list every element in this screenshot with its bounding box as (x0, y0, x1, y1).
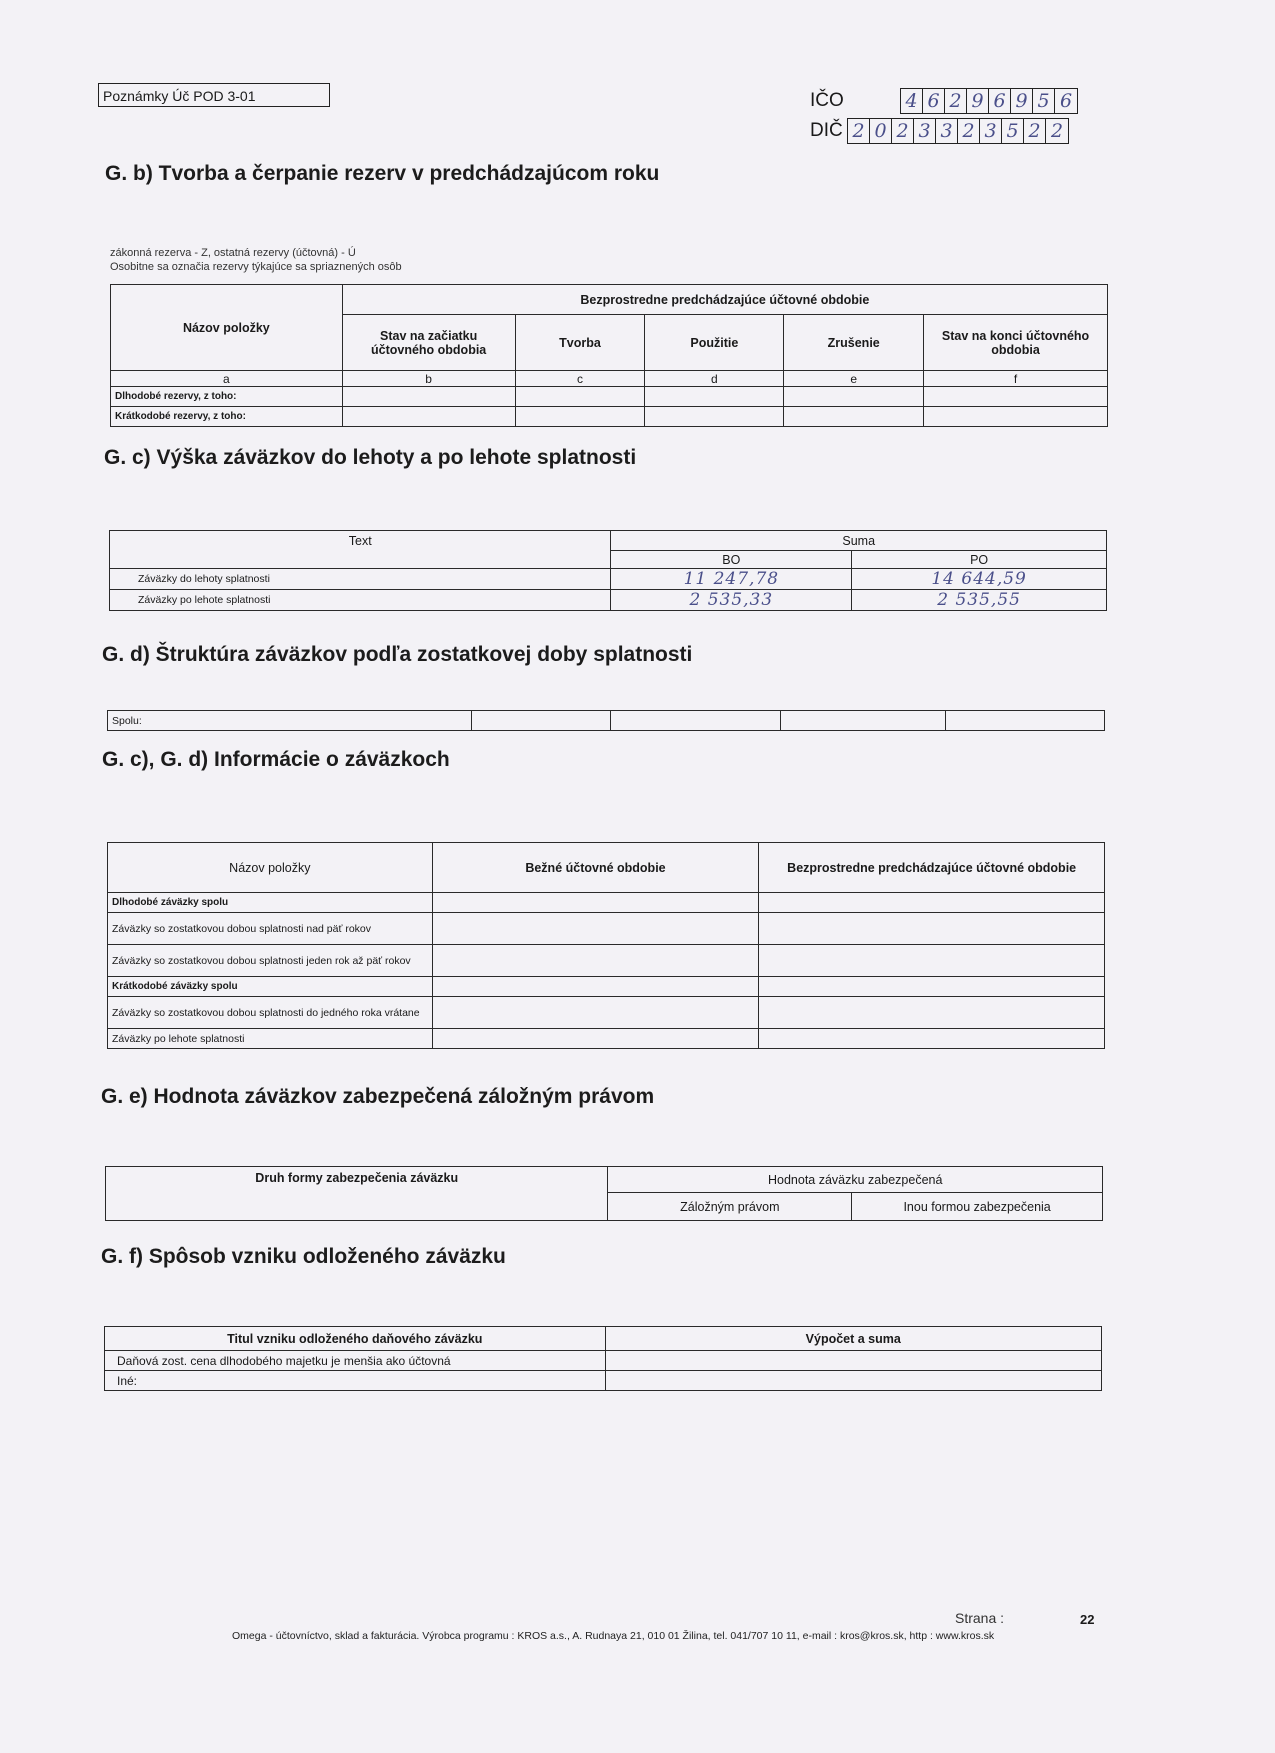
gcd-cell (432, 913, 759, 945)
gcd-cell (759, 997, 1105, 1029)
gf-cell (605, 1351, 1102, 1371)
dic-digit: 2 (892, 119, 914, 143)
ico-digit: 6 (923, 89, 945, 113)
ge-col-pledge: Záložným právom (608, 1193, 852, 1221)
section-gf-title: G. f) Spôsob vzniku odloženého záväzku (101, 1245, 506, 1268)
reserves-table (110, 284, 1108, 427)
gf-col-calc: Výpočet a suma (605, 1327, 1102, 1351)
gd-cell (611, 711, 781, 731)
gcd-col-name: Názov položky (108, 843, 433, 893)
gcd-row-label: Dlhodobé záväzky spolu (108, 893, 433, 913)
gc-po-value: 14 644,59 (852, 569, 1107, 590)
ge-col-value: Hodnota záväzku zabezpečená (608, 1167, 1103, 1193)
ico-boxes (900, 88, 1078, 114)
ico-digit: 6 (1059, 90, 1073, 112)
ico-label: IČO (810, 90, 844, 111)
ge-col-other: Inou formou zabezpečenia (852, 1193, 1103, 1221)
footer-software: Omega - účtovníctvo, sklad a fakturácia. Výrobca programu : KROS a.s., A. Rudnaya 21, 010 01 Žilina, tel. 041/707 10 11, e-mail : kros@kros.sk, http : www.kros.sk (232, 1630, 995, 1642)
gb-letter: c (515, 371, 645, 387)
liabilities-structure-table (107, 710, 1105, 731)
gcd-cell (759, 893, 1105, 913)
gcd-cell (759, 977, 1105, 997)
gc-po-value: 2 535,55 (852, 590, 1107, 611)
dic-boxes (847, 118, 1069, 144)
gb-cell (645, 407, 784, 427)
gd-cell (471, 711, 611, 731)
gb-cell (924, 387, 1108, 407)
gf-row-label: Daňová zost. cena dlhodobého majetku je menšia ako účtovná (105, 1351, 606, 1371)
dic-digit: 0 (870, 119, 892, 143)
gb-col-tvorba: Tvorba (515, 315, 645, 371)
gb-letter: a (111, 371, 343, 387)
gcd-col-previous: Bezprostredne predchádzajúce účtovné obdobie (759, 843, 1105, 893)
dic-digit: 3 (936, 119, 958, 143)
gb-cell (515, 387, 645, 407)
ico-digit: 9 (1011, 89, 1033, 113)
dic-digit: 2 (848, 119, 870, 143)
gcd-cell (432, 893, 759, 913)
page-number: 22 (1080, 1612, 1095, 1627)
gcd-cell (759, 1029, 1105, 1049)
gb-note-1: zákonná rezerva - Z, ostatná rezervy (účtovná) - Ú (110, 247, 356, 259)
section-ge-title: G. e) Hodnota záväzkov zabezpečená záložným právom (101, 1085, 655, 1108)
gcd-cell (759, 945, 1105, 977)
gc-row-label: Záväzky do lehoty splatnosti (110, 569, 611, 590)
gc-bo-value: 2 535,33 (611, 590, 852, 611)
dic-digit: 2 (1024, 119, 1046, 143)
gcd-cell (432, 945, 759, 977)
gc-bo-value: 11 247,78 (611, 569, 852, 590)
gb-row-label: Krátkodobé rezervy, z toho: (111, 407, 343, 427)
section-gb-title: G. b) Tvorba a čerpanie rezerv v predchádzajúcom roku (105, 162, 660, 185)
gc-row-label: Záväzky po lehote splatnosti (110, 590, 611, 611)
gb-col-name: Názov položky (111, 285, 343, 371)
gf-col-title: Titul vzniku odloženého daňového záväzku (105, 1327, 606, 1351)
gb-cell (784, 407, 924, 427)
gb-letter: b (342, 371, 515, 387)
form-code: Poznámky Úč POD 3-01 (98, 83, 330, 107)
gcd-cell (432, 1029, 759, 1049)
gb-letter: d (645, 371, 784, 387)
gb-cell (784, 387, 924, 407)
gc-col-sum: Suma (611, 531, 1107, 551)
gb-cell (342, 387, 515, 407)
ico-digit: 6 (989, 89, 1011, 113)
ico-digit: 5 (1033, 89, 1055, 113)
gcd-cell (759, 913, 1105, 945)
gb-col-end: Stav na konci účtovného obdobia (924, 315, 1108, 371)
gb-cell (515, 407, 645, 427)
liabilities-term-table (109, 530, 1107, 611)
section-gd-title: G. d) Štruktúra záväzkov podľa zostatkovej doby splatnosti (102, 643, 693, 666)
gc-col-bo: BO (611, 551, 852, 569)
dic-digit: 5 (1002, 119, 1024, 143)
gd-total-label: Spolu: (108, 711, 472, 731)
gcd-row-label: Krátkodobé záväzky spolu (108, 977, 433, 997)
gf-cell (605, 1371, 1102, 1391)
gb-note-2: Osobitne sa označia rezervy týkajúce sa spriaznených osôb (110, 261, 402, 273)
gcd-cell (432, 977, 759, 997)
gb-letter: e (784, 371, 924, 387)
gb-col-zrusenie: Zrušenie (784, 315, 924, 371)
gc-col-po: PO (852, 551, 1107, 569)
section-gcd-title: G. c), G. d) Informácie o záväzkoch (102, 748, 450, 771)
gd-cell (781, 711, 946, 731)
gb-cell (924, 407, 1108, 427)
dic-digit: 3 (914, 119, 936, 143)
gcd-cell (432, 997, 759, 1029)
deferred-tax-table (104, 1326, 1102, 1391)
gcd-row-label: Záväzky po lehote splatnosti (108, 1029, 433, 1049)
gb-col-start: Stav na začiatku účtovného obdobia (342, 315, 515, 371)
ico-digit: 2 (945, 89, 967, 113)
gf-row-label: Iné: (105, 1371, 606, 1391)
gcd-row-label: Záväzky so zostatkovou dobou splatnosti do jedného roka vrátane (108, 997, 433, 1029)
liabilities-info-table (107, 842, 1105, 1049)
ge-col-type: Druh formy zabezpečenia záväzku (106, 1167, 608, 1221)
gb-cell (342, 407, 515, 427)
pledge-table (105, 1166, 1103, 1221)
gcd-row-label: Záväzky so zostatkovou dobou splatnosti nad päť rokov (108, 913, 433, 945)
gb-row-label: Dlhodobé rezervy, z toho: (111, 387, 343, 407)
ico-digit: 9 (967, 89, 989, 113)
gb-group-header: Bezprostredne predchádzajúce účtovné obdobie (342, 285, 1107, 315)
gd-cell (946, 711, 1105, 731)
page-label: Strana : (955, 1610, 1005, 1626)
dic-digit: 3 (980, 119, 1002, 143)
section-gc-title: G. c) Výška záväzkov do lehoty a po lehote splatnosti (104, 446, 637, 469)
gb-letter: f (924, 371, 1108, 387)
gcd-col-current: Bežné účtovné obdobie (432, 843, 759, 893)
ico-digit: 4 (901, 89, 923, 113)
dic-digit: 2 (1050, 120, 1064, 142)
gb-cell (645, 387, 784, 407)
dic-label: DIČ (810, 120, 843, 141)
gcd-row-label: Záväzky so zostatkovou dobou splatnosti jeden rok až päť rokov (108, 945, 433, 977)
dic-digit: 2 (958, 119, 980, 143)
gb-col-pouzitie: Použitie (645, 315, 784, 371)
gc-col-text: Text (110, 531, 611, 569)
